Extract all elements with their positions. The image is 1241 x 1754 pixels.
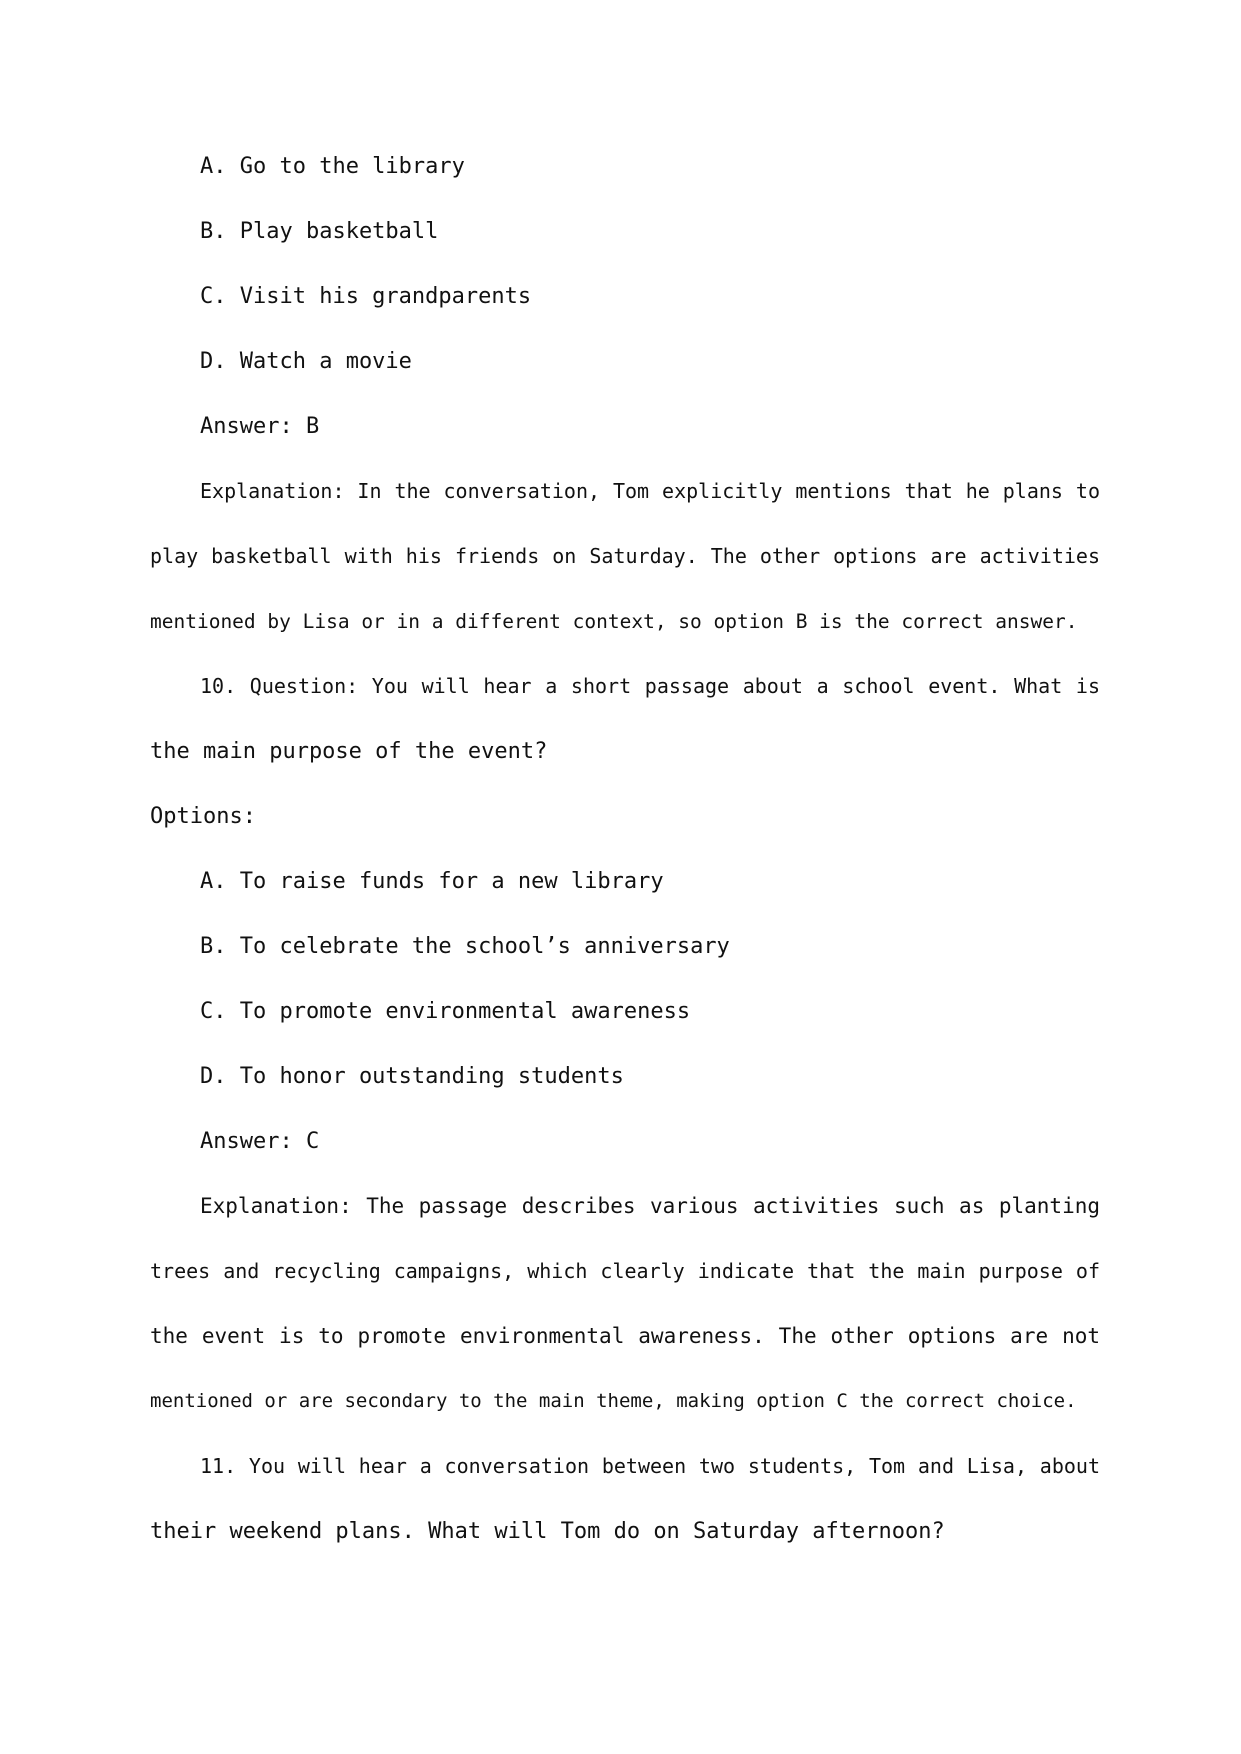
option-c: C. Visit his grandparents	[200, 284, 532, 309]
answer-line: Answer: B	[200, 414, 320, 439]
question-11-text: 11. You will hear a conversation between two students, Tom and Lisa, about	[200, 1454, 1100, 1478]
explanation-line: play basketball with his friends on Saturday. The other options are activities	[150, 544, 1100, 568]
question-11-text: their weekend plans. What will Tom do on Saturday afternoon?	[150, 1519, 945, 1544]
options-label: Options:	[150, 804, 256, 829]
explanation-line: trees and recycling campaigns, which clearly indicate that the main purpose of	[150, 1259, 1100, 1283]
explanation-line: Explanation: The passage describes various activities such as planting	[200, 1194, 1100, 1218]
option-a: A. To raise funds for a new library	[200, 869, 664, 894]
question-10-text: 10. Question: You will hear a short passage about a school event. What is	[200, 674, 1100, 698]
explanation-line: the event is to promote environmental awareness. The other options are not	[150, 1324, 1100, 1348]
option-d: D. To honor outstanding students	[200, 1064, 624, 1089]
option-a: A. Go to the library	[200, 154, 465, 179]
option-d: D. Watch a movie	[200, 349, 412, 374]
explanation-line: mentioned by Lisa or in a different context, so option B is the correct answer.	[150, 610, 1078, 633]
option-b: B. Play basketball	[200, 219, 439, 244]
explanation-line: mentioned or are secondary to the main theme, making option C the correct choice.	[150, 1390, 1077, 1412]
explanation-line: Explanation: In the conversation, Tom explicitly mentions that he plans to	[200, 479, 1100, 503]
answer-line: Answer: C	[200, 1129, 320, 1154]
question-10-text: the main purpose of the event?	[150, 739, 548, 764]
page-content	[150, 134, 1100, 1564]
option-c: C. To promote environmental awareness	[200, 999, 691, 1024]
option-b: B. To celebrate the school’s anniversary	[200, 934, 730, 959]
